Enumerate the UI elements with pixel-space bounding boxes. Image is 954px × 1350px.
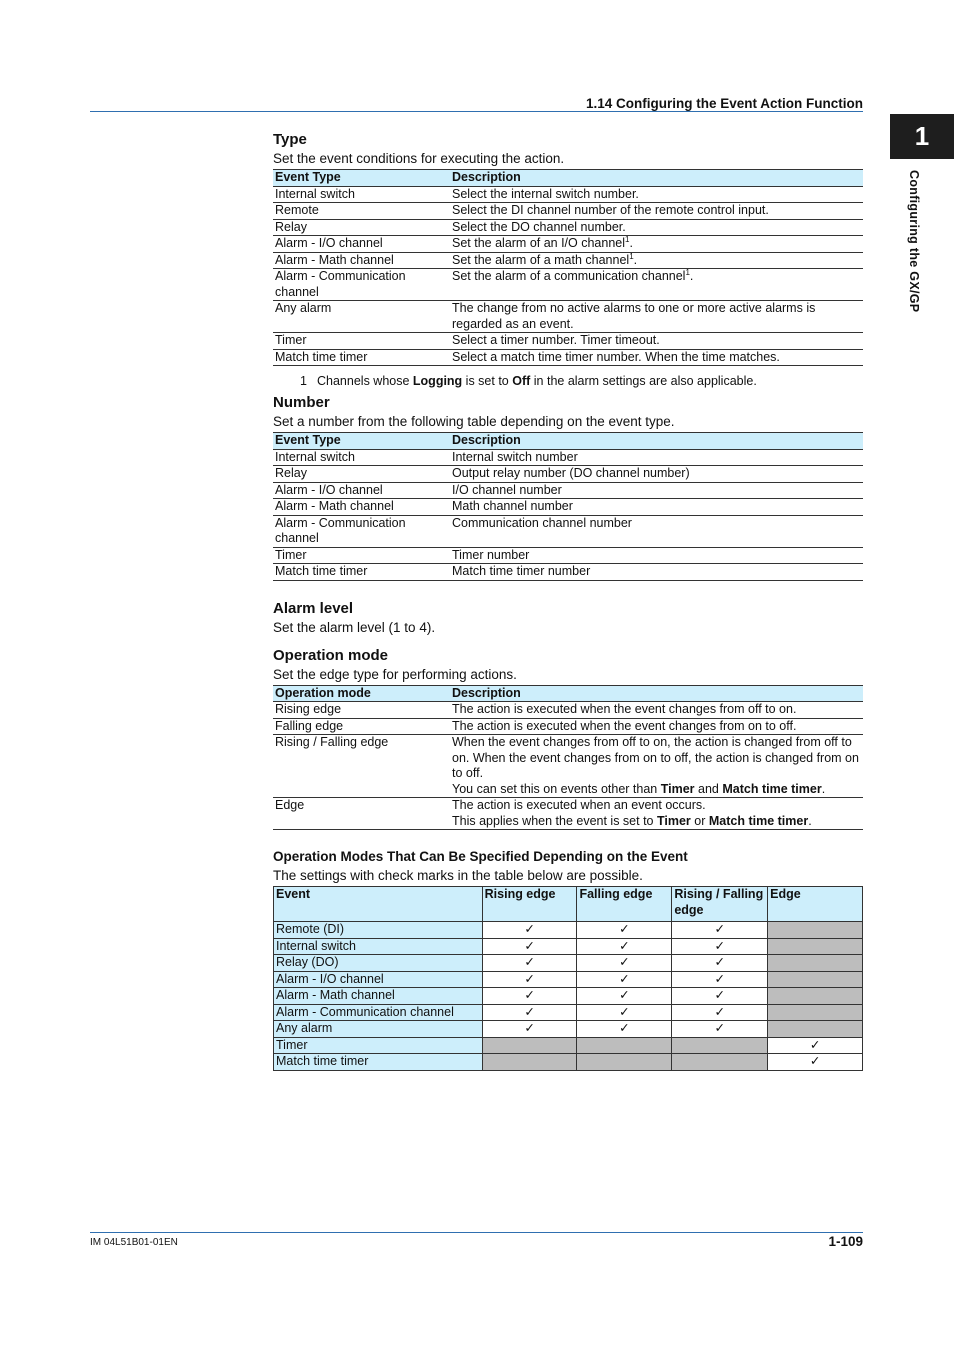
unavailable-cell [768,955,863,972]
description-cell [450,219,863,236]
description-cell [450,252,863,269]
col-header-rising-falling-edge: Rising / Falling edge [672,887,768,922]
footnote-number: 1 [300,374,307,388]
unavailable-cell [768,1004,863,1021]
col-header-event: Event [274,887,483,922]
main-content [273,130,864,1071]
table-row [273,269,863,301]
footnote [273,374,864,389]
description-text: Set the alarm of a communication channel [452,269,686,283]
alarm-level-section [273,599,864,636]
table-row [273,219,863,236]
description-text: Select a timer number. Timer timeout. [452,333,660,347]
table-row [273,236,863,253]
check-mark-icon: ✓ [482,955,577,972]
operation-mode-heading: Operation mode [273,646,389,664]
check-mark-icon: ✓ [577,1004,672,1021]
event-cell: Alarm - Math channel [274,988,483,1005]
check-mark-icon: ✓ [672,971,768,988]
number-lead: Set a number from the following table depending on the event type. [273,414,675,429]
check-mark-icon: ✓ [672,988,768,1005]
note-bold: Match time timer [708,813,809,828]
description-cell [450,269,863,301]
table-row [273,349,863,366]
note-bold: Timer [656,813,691,828]
description-note [452,782,861,798]
check-mark-icon: ✓ [672,1021,768,1038]
header-rule [90,111,863,112]
description-cell [450,186,863,203]
operation-mode-cell: Edge [273,798,450,830]
description-cell: Timer number [450,547,863,564]
footnote-ref: 1 [685,267,690,277]
note-text: . [821,781,826,796]
table-row [273,203,863,220]
description-cell: Internal switch number [450,449,863,466]
table-row [273,186,863,203]
check-mark-icon: ✓ [482,922,577,939]
description-cell [450,718,863,735]
table-row [273,547,863,564]
check-mark-icon: ✓ [672,1004,768,1021]
number-table [273,432,863,581]
description-text: Select a match time timer number. When the time matches. [452,349,780,364]
table-row [273,564,863,581]
event-cell: Any alarm [274,1021,483,1038]
number-section [273,393,864,581]
description-cell: Match time timer number [450,564,863,581]
operation-mode-section [273,646,864,831]
description-tail: . [633,252,638,267]
footnote-text: Channels whose [317,374,413,388]
footer-rule [90,1232,863,1233]
event-type-cell: Any alarm [273,301,450,333]
table-row [274,922,863,939]
description-cell: Math channel number [450,499,863,516]
note-bold: Timer [660,781,695,796]
check-mark-icon: ✓ [768,1054,863,1071]
check-mark-icon: ✓ [577,971,672,988]
unavailable-cell [672,1037,768,1054]
col-header-description: Description [450,685,863,702]
event-type-cell: Alarm - Math channel [273,499,450,516]
table-row [273,301,863,333]
unavailable-cell [768,988,863,1005]
event-cell: Match time timer [274,1054,483,1071]
note-text: . [808,813,812,828]
check-mark-icon: ✓ [672,922,768,939]
operation-mode-cell: Rising / Falling edge [273,735,450,798]
footnote-bold: Off [512,374,531,388]
check-mark-icon: ✓ [577,938,672,955]
unavailable-cell [768,1021,863,1038]
page-number: 1-109 [828,1234,863,1249]
footnote-ref: 1 [629,251,634,261]
check-mark-icon: ✓ [482,1021,577,1038]
unavailable-cell [768,922,863,939]
table-row [274,955,863,972]
check-mark-icon: ✓ [672,938,768,955]
table-row [274,988,863,1005]
description-text: Select the DO channel number. [452,219,626,234]
modes-by-event-heading: Operation Modes That Can Be Specified Depending on the Event [273,849,688,864]
description-cell: Communication channel number [450,515,863,547]
table-row [273,515,863,547]
description-tail: . [689,269,694,283]
check-mark-icon: ✓ [577,922,672,939]
col-header-operation-mode: Operation mode [273,685,450,702]
unavailable-cell [768,938,863,955]
table-row [274,938,863,955]
event-type-cell: Timer [273,547,450,564]
description-text: The action is executed when the event changes from off to on. [452,702,797,716]
footnote-text: in the alarm settings are also applicable. [530,374,757,388]
table-row [273,333,863,350]
table-row [274,1004,863,1021]
type-lead: Set the event conditions for executing the action. [273,151,565,166]
table-row [273,449,863,466]
description-cell [450,349,863,366]
note-text: and [694,781,723,796]
col-header-description: Description [450,433,863,450]
event-type-cell: Relay [273,219,450,236]
description-text: When the event changes from off to on, the action is changed from off to on. When the event changes from on to off, the action is changed from on to off. [452,735,859,780]
check-mark-icon: ✓ [482,971,577,988]
event-type-cell: Timer [273,333,450,350]
note-text: You can set this on events other than [452,781,661,796]
description-text: The change from no active alarms to one or more active alarms is regarded as an event. [452,301,816,331]
table-row [273,499,863,516]
table-row [273,702,863,719]
description-text: The action is executed when an event occurs. [452,798,706,812]
event-type-cell: Match time timer [273,349,450,366]
type-heading: Type [273,131,307,148]
event-type-cell: Internal switch [273,186,450,203]
footnote-bold: Logging [412,374,463,388]
number-heading: Number [273,394,330,411]
operation-mode-table [273,685,863,831]
description-cell [450,702,863,719]
description-text: Select the internal switch number. [452,186,639,201]
event-type-cell: Alarm - Communication channel [273,269,450,301]
col-header-rising-edge: Rising edge [482,887,577,922]
note-text: This applies when the event is set to [452,813,657,828]
event-type-cell: Match time timer [273,564,450,581]
running-header-title: 1.14 Configuring the Event Action Function [585,96,863,111]
description-cell [450,333,863,350]
type-section [273,130,864,389]
description-cell: I/O channel number [450,482,863,499]
description-cell: Output relay number (DO channel number) [450,466,863,483]
description-cell [450,735,863,798]
event-type-cell: Alarm - I/O channel [273,482,450,499]
unavailable-cell [482,1037,577,1054]
table-row [273,718,863,735]
operation-mode-cell: Falling edge [273,718,450,735]
document-id: IM 04L51B01-01EN [90,1237,178,1248]
unavailable-cell [577,1054,672,1071]
unavailable-cell [577,1037,672,1054]
check-mark-icon: ✓ [482,1004,577,1021]
description-tail: . [629,236,633,250]
modes-by-event-table [273,886,863,1071]
modes-by-event-section [273,848,864,1071]
description-cell [450,798,863,830]
event-cell: Internal switch [274,938,483,955]
chapter-side-title: Configuring the GX/GP [907,170,921,313]
event-type-cell: Alarm - Communication channel [273,515,450,547]
event-type-cell: Relay [273,466,450,483]
table-row [274,1054,863,1071]
table-row [274,1037,863,1054]
table-row [273,252,863,269]
type-table [273,169,863,366]
chapter-tab: 1 [890,114,954,159]
table-row [273,735,863,798]
alarm-level-heading: Alarm level [273,599,354,617]
table-row [274,971,863,988]
table-row [273,798,863,830]
event-type-cell: Internal switch [273,449,450,466]
check-mark-icon: ✓ [577,1021,672,1038]
description-cell [450,236,863,253]
note-text: or [690,813,709,828]
check-mark-icon: ✓ [672,955,768,972]
unavailable-cell [672,1054,768,1071]
check-mark-icon: ✓ [482,938,577,955]
col-header-description: Description [450,170,863,187]
table-row [273,466,863,483]
description-text: Set the alarm of a math channel [452,252,630,267]
table-row [274,1021,863,1038]
footnote-ref: 1 [625,234,630,244]
unavailable-cell [482,1054,577,1071]
description-cell [450,301,863,333]
operation-mode-cell: Rising edge [273,702,450,719]
table-row [273,482,863,499]
description-text: Set the alarm of an I/O channel [452,236,626,250]
col-header-event-type: Event Type [273,170,450,187]
event-cell: Timer [274,1037,483,1054]
operation-mode-lead: Set the edge type for performing actions. [273,666,517,682]
check-mark-icon: ✓ [482,988,577,1005]
footnote-text: is set to [462,374,513,388]
description-text: The action is executed when the event changes from on to off. [452,718,797,733]
event-type-cell: Remote [273,203,450,220]
modes-by-event-lead: The settings with check marks in the table below are possible. [273,868,643,883]
event-type-cell: Alarm - I/O channel [273,236,450,253]
alarm-level-lead: Set the alarm level (1 to 4). [273,619,436,635]
note-bold: Match time timer [722,781,822,796]
description-note [452,814,861,830]
check-mark-icon: ✓ [577,955,672,972]
unavailable-cell [768,971,863,988]
event-type-cell: Alarm - Math channel [273,252,450,269]
description-cell [450,203,863,220]
check-mark-icon: ✓ [768,1037,863,1054]
event-cell: Alarm - Communication channel [274,1004,483,1021]
event-cell: Relay (DO) [274,955,483,972]
event-cell: Remote (DI) [274,922,483,939]
check-mark-icon: ✓ [577,988,672,1005]
col-header-falling-edge: Falling edge [577,887,672,922]
col-header-edge: Edge [768,887,863,922]
event-cell: Alarm - I/O channel [274,971,483,988]
description-text: Select the DI channel number of the remote control input. [452,203,769,217]
col-header-event-type: Event Type [273,433,450,450]
